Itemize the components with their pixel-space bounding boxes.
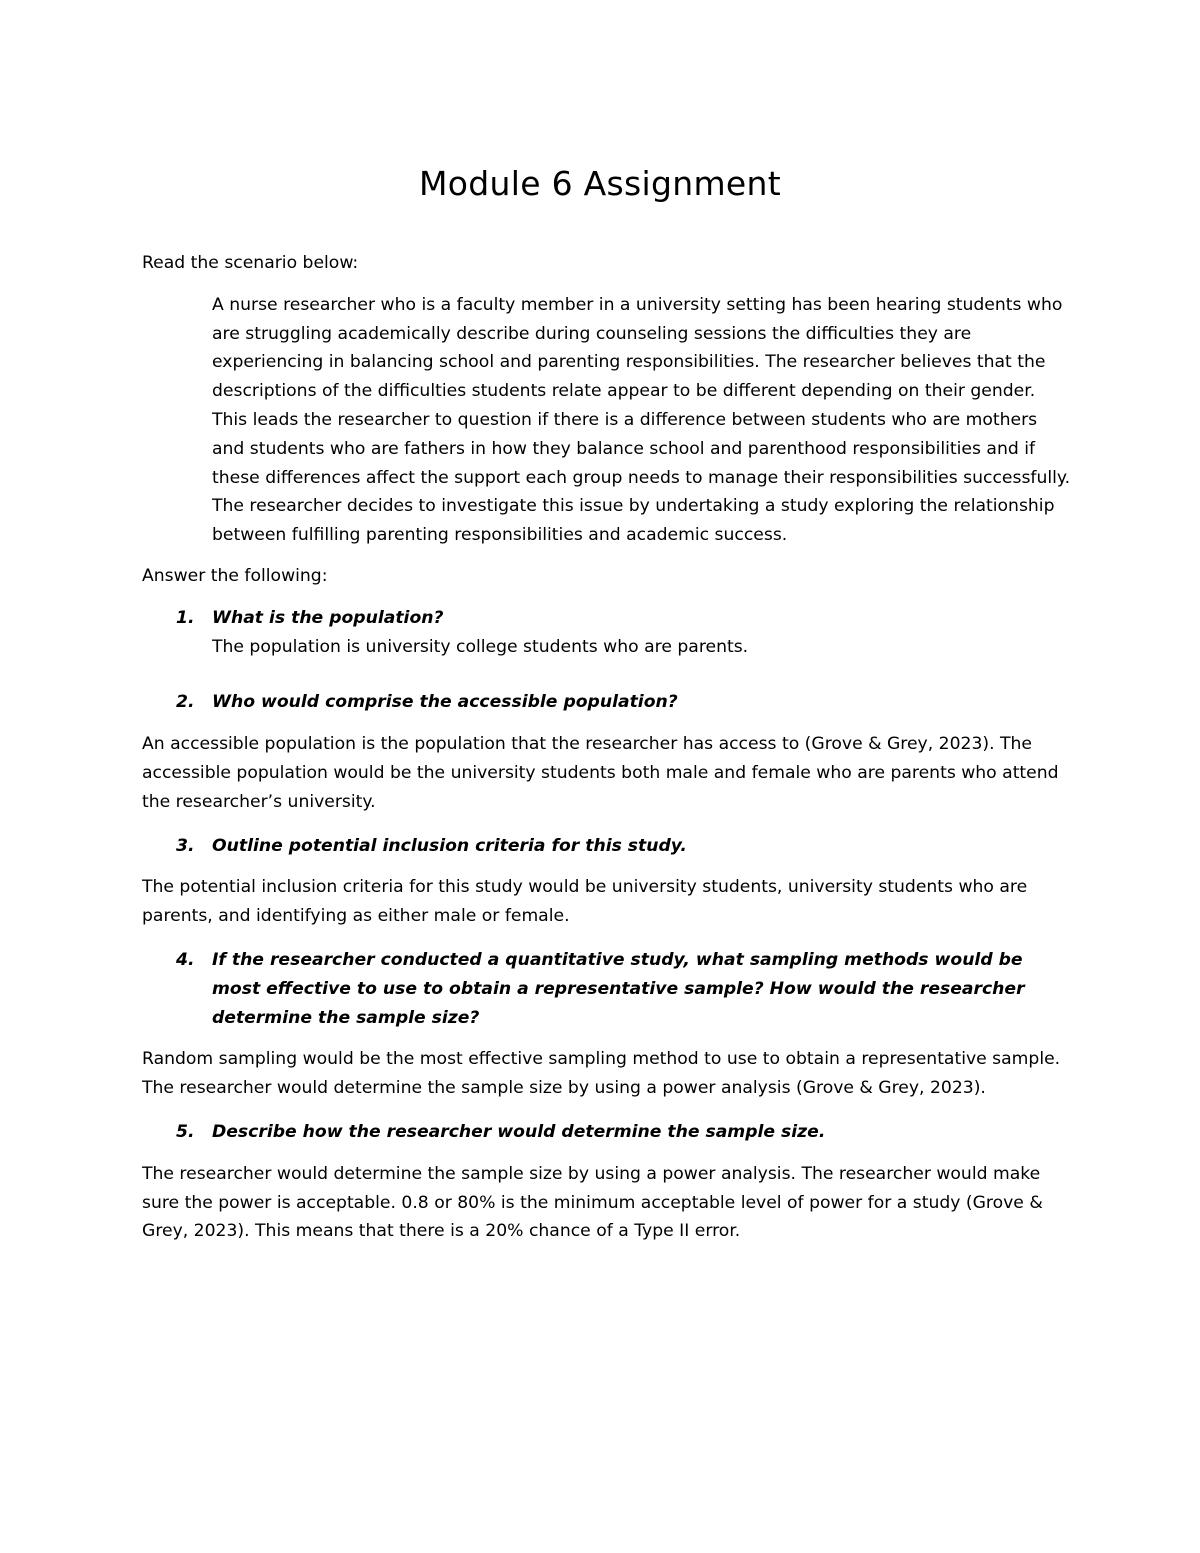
question-text: If the researcher conducted a quantitative study, what sampling methods would be most effective to use to obtain a representative sample? How would the researcher determine the sample size? [212,949,1025,1028]
question-number: 3. [176,835,195,856]
question-number: 1. [176,607,195,628]
question-text: Who would comprise the accessible population? [212,692,678,713]
question-text: Describe how the researcher would determine the sample size. [212,1121,826,1142]
answer-paragraph: The potential inclusion criteria for this study would be university students, university students who are parents, and identifying as either male or female. [142,877,1028,927]
question-4 [142,946,1072,1032]
question-3 [142,832,1072,861]
question-number: 2. [176,692,195,713]
page-title: Module 6 Assignment [419,164,781,203]
intro-text: Read the scenario below: [142,253,359,273]
answer-paragraph: An accessible population is the population that the researcher has access to (Grove & Grey, 2023). The accessible population would be the university students both male and female who are parents who attend the researcher’s university. [142,734,1059,812]
scenario-paragraph: A nurse researcher who is a faculty member in a university setting has been hearing students who are struggling academically describe during counseling sessions the difficulties they are experiencing in balancing school and parenting responsibilities. The researcher believes that the descriptions of the difficulties students relate appear to be different depending on their gender. This leads the researcher to question if there is a difference between students who are mothers and students who are fathers in how they balance school and parenthood responsibilities and if these differences affect the support each group needs to manage their responsibilities successfully. The researcher decides to investigate this issue by undertaking a study exploring the relationship between fulfilling parenting responsibilities and academic success. [212,294,1071,546]
document-body [142,249,1072,1246]
question-text: Outline potential inclusion criteria for this study. [212,835,687,856]
answer-paragraph: The researcher would determine the sample size by using a power analysis. The researcher would make sure the power is acceptable. 0.8 or 80% is the minimum acceptable level of power for a study (Grove & Grey, 2023). This means that there is a 20% chance of a Type II error. [142,1163,1043,1242]
answer-text: The population is university college students who are parents. [212,636,749,657]
answer-paragraph: Random sampling would be the most effective sampling method to use to obtain a representative sample. The researcher would determine the sample size by using a power analysis (Grove & Grey, 2023). [142,1049,1061,1099]
question-5 [142,1118,1072,1147]
answer-lead-text: Answer the following: [142,565,328,586]
question-number: 5. [176,1121,195,1142]
question-number: 4. [176,949,195,970]
question-2 [142,688,1072,717]
question-1 [142,604,1072,662]
question-text: What is the population? [212,607,444,628]
